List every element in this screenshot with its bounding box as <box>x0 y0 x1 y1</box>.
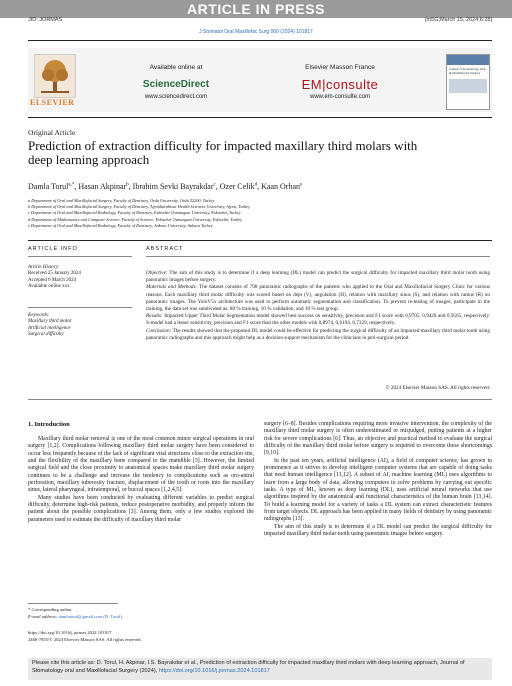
journal-cover-thumbnail <box>446 54 490 110</box>
author-name[interactable]: Ozer Celik <box>219 182 255 191</box>
author-affil-mark: c <box>213 182 216 188</box>
author-affil-mark: d <box>254 182 258 188</box>
available-online-label: Available online at <box>149 64 203 71</box>
affiliations-list <box>28 198 492 229</box>
abstract-body <box>146 270 490 342</box>
affiliation: e Department of Oral and Maxillofacial Radiology, Faculty of Dentistry, Ankara University, Ankara Turkey <box>28 222 213 228</box>
objective-text: The aim of this study is to determine if a deep learning (DL) model can predict the surgical difficulty for impacted maxillary third molar tooth using panoramic images before surgery. <box>146 270 490 284</box>
sciencedirect-url[interactable]: www.sciencedirect.com <box>144 94 208 100</box>
cover-title: Journal of Stomatology Oral & Maxillofacial Surgery <box>449 67 486 75</box>
article-in-press-banner: ARTICLE IN PRESS <box>0 0 512 18</box>
body-divider <box>28 399 492 400</box>
abstract-heading: ABSTRACT <box>146 246 184 252</box>
article-type: Original Article <box>28 128 76 137</box>
introduction-heading: 1. Introduction <box>28 421 70 428</box>
email-label: E-mail address: <box>28 614 58 619</box>
author-name[interactable]: Ibrahim Sevki Bayrakdar <box>132 182 214 191</box>
article-info-rule <box>28 256 132 257</box>
journal-code: JID: JORMAS <box>28 17 63 23</box>
em-consulte-url[interactable]: www.em-consulte.com <box>309 94 371 100</box>
citation-text: Please cite this article as: D. Torul, H. Akpinar, I.S. Bayrakdar et al., Prediction of extraction difficulty for impacted maxillary third molars with deep learning approach, Journal of Stomatology oral and Maxillofacial Surgery (2024), <box>32 660 465 674</box>
journal-citation-line[interactable]: J Stomatol Oral Maxillofac Surg 000 (2024) 101817 <box>199 29 313 35</box>
issn-copyright: 2468-7855/© 2024 Elsevier Masson SAS. All rights reserved. <box>28 637 142 642</box>
article-info-heading: ARTICLE INFO <box>28 246 78 252</box>
history-label: Article History: <box>28 265 60 270</box>
keyword: Artificial intelligence <box>28 325 71 331</box>
author-name[interactable]: Hasan Akpinar <box>78 182 127 191</box>
elsevier-masson-label: Elsevier Masson France <box>305 64 375 71</box>
methods-text: The dataset consists of 708 panoramic radiographs of the patients who applied to the Oral and Maxillofacial Surgery Clinic for various reasons. Each maxillary third molar difficulty was scored based on dept (V), angulation (H), relation with maxillary sinus (S), and relation with ramus (R) on panoramic images. The YoloV5x architecture was used to perform automatic segmentation and classification. To prevent re-testing of images, participate in the training, the data set was subdivided as: 80 % training, 10 % validation, and 10 % test group. <box>146 284 491 313</box>
keyword: Surgical difficulty <box>28 331 64 337</box>
em-consulte-logo[interactable]: EM|consulte <box>301 77 379 92</box>
author-list: Damla Torul$^{a,*}$, Hasan Akpinar$^b$, Ibrahim Sevki Bayrakdar$^c$, Ozer Celik$^d$, Kaan Orhan$^e$ <box>28 182 303 191</box>
abstract-divider <box>28 240 492 241</box>
abstract-copyright: © 2024 Elsevier Masson SAS. All rights reserved. <box>385 385 490 391</box>
citation-box <box>28 658 492 680</box>
email-link[interactable]: damlatorul@gmail.com (D. Torul). <box>58 614 123 619</box>
author-affil-mark: e <box>300 182 303 188</box>
keywords-block <box>28 313 138 338</box>
publisher-header-box <box>28 48 492 112</box>
email-footnote <box>28 614 123 620</box>
title-divider <box>28 117 492 118</box>
article-title: Prediction of extraction difficulty for impacted maxillary third molars with deep learning approach <box>28 138 418 167</box>
intro-paragraph: surgery [6–8]. Besides complications requiring more invasive intervention, the complexity of the maxillary third molar surgery is often underestimated or misjudged, putting patients at a higher risk for severe complications [6]. Thus, an objective and practical method to evaluate the surgical difficulty of the maxillary third molar before surgery is required to overcome these shortcomings [9,10]. <box>264 421 492 457</box>
results-text: Impacted Upper Third Molar Segmentation model showed best success on sensitivity, precision and F1 score with 0,9705, 0,9428 and 0,9565, respectively. S-model had a lesser sensitivity, precision and F1 score than the other models with 0,8974, 0,6194, 0,7329, respectively. <box>146 313 490 327</box>
version-stamp: [m5G;March 15, 2024;6:28] <box>425 17 492 23</box>
corresponding-author-note: * Corresponding author. <box>28 607 73 612</box>
intro-paragraph: Many studies have been conducted by evaluating different variables to predict surgical difficulty, determine high-risk patients, reduce postoperative morbidity, and properly inform the patient about the possible complications [3]. Among them, only a few studies explored the parameters used to estimate the difficulty of maxillary third molar <box>28 494 254 523</box>
conclusion-label: Conclusion: <box>146 327 172 334</box>
methods-label: Materials and Methods: <box>146 284 198 291</box>
intro-paragraph: Maxillary third molar removal is one of the most common minor surgical operations in oral surgery [1,2]. Complications following maxillary third molar surgery have been considered to occur less frequently because of the lack of significant vital structures close to the extraction site, and the flexibility of the maxillary bone compared to the mandible [3]. However, the limited surgical field and the close proximity to anatomical spaces make maxillary third molar surgery continues to be a challenge and increase the tendency to complications such as oro-antral perforation, maxillary tuberosity fracture, displacement of the tooth or roots into the maxillary sinus, lateral pharyngeal, infratemporal, or buccal spaces [1,2,4,5]. <box>28 436 254 494</box>
keywords-rule <box>28 307 132 308</box>
author-name[interactable]: Damla Torul <box>28 182 69 191</box>
citation-doi-link[interactable]: https://doi.org/10.1016/j.jormas.2024.101817 <box>158 667 270 674</box>
intro-left-column <box>28 436 254 524</box>
objective-label: Objective: <box>146 270 168 276</box>
affiliation: b Department of Oral and Maxillofacial Surgery, Faculty of Dentistry, Afyonkarahisar Health Sciences University, Afyon, Turkey <box>28 204 251 210</box>
keyword: Maxillary third molar <box>28 319 72 325</box>
intro-paragraph: In the past ten years, artificial intelligence (AI), a field of computer science, has grown in prominence as it strives to develop intelligent computer systems that are capable of doing tasks that need human intelligence [11,12]. A subset of AI, machine learning (ML) uses algorithms to learn from a large body of data, allowing computers to solve problems by carrying out specific tasks. A type of ML, known as deep learning (DL), uses artificial neural networks that use algorithms inspired by the anatomical and functional characteristics of the human brain [13,14]. To build a learning model for a variety of tasks a DL system can extract characteristic features from target objects. DL approach has been applied in many fields of dentistry by using panoramic radiographs [13]. <box>264 457 492 523</box>
available-date: Available online xxx <box>28 283 70 289</box>
author-affil-mark: a,* <box>68 182 75 188</box>
article-history <box>28 265 138 290</box>
affiliation: d Department of Mathematics and Computer Science, Faculty of Science, Eskisehir Osmangazi University, Eskisehir, Turkey <box>28 216 243 222</box>
affiliation: c Department of Oral and Maxillofacial Radiology, Faculty of Dentistry, Eskisehir Osmangazi University, Eskisehir, Turkey <box>28 210 241 216</box>
keywords-label: Keywords: <box>28 313 50 318</box>
doi-link[interactable]: https://doi.org/10.1016/j.jormas.2024.101817 <box>28 630 112 635</box>
footnote-rule <box>28 603 118 604</box>
intro-paragraph: The aim of this study is to determine if a DL model can predict the surgical difficulty for impacted maxillary third molar tooth using panoramic images before surgery. <box>264 523 492 538</box>
affiliation: a Department of Oral and Maxillofacial Surgery, Faculty of Dentistry, Ordu University, Ordu 52200, Turkey <box>28 198 215 203</box>
conclusion-text: The results showed that the proposed DL model could be effective for predicting the surgical difficulty of an impacted maxillary third molar tooth using panoramic radiographs and this approach might help as a decision support mechanism for the clinicians in peri-surgical period. <box>146 327 490 341</box>
elsevier-wordmark: ELSEVIER <box>30 98 75 107</box>
accepted-date: Accepted 6 March 2024 <box>28 277 77 283</box>
abstract-rule <box>146 256 490 257</box>
intro-right-column <box>264 421 492 539</box>
results-label: Results: <box>146 313 163 320</box>
author-name[interactable]: Kaan Orhan <box>261 182 301 191</box>
sciencedirect-logo[interactable]: ScienceDirect <box>142 79 210 90</box>
header-divider <box>28 40 492 41</box>
elsevier-tree-logo <box>34 54 76 98</box>
received-date: Received 25 January 2024 <box>28 271 81 277</box>
author-affil-mark: b <box>126 182 129 188</box>
